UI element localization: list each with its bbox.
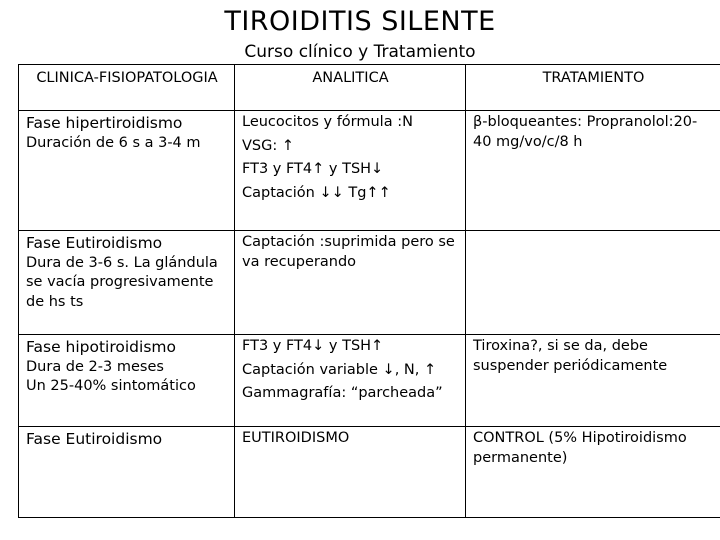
page-subtitle: Curso clínico y Tratamiento <box>244 42 476 62</box>
phase-detail: Dura de 3-6 s. La glándula se vacía progresivamente de hs ts <box>26 254 218 311</box>
table-row <box>19 335 720 427</box>
tratamiento-cell <box>466 231 720 335</box>
analitica-line: FT3 y FT4↑ y TSH↓ <box>242 161 384 178</box>
clinical-course-table <box>18 64 720 518</box>
analitica-cell <box>235 335 466 427</box>
header-clinica: CLINICA-FISIOPATOLOGIA <box>19 65 235 111</box>
header-tratamiento: TRATAMIENTO <box>466 65 720 111</box>
analitica-line: Captación :suprimida pero se va recuperando <box>242 234 455 270</box>
analitica-line: Captación ↓↓ Tg↑↑ <box>242 184 391 201</box>
phase-detail: Un 25-40% sintomático <box>26 378 196 395</box>
analitica-line: Gammagrafía: “parcheada” <box>242 385 443 402</box>
table-row <box>19 231 720 335</box>
tratamiento-cell: Tiroxina?, si se da, debe suspender periódicamente <box>466 335 720 427</box>
table-row <box>19 111 720 231</box>
analitica-line: Captación variable ↓, N, ↑ <box>242 361 437 378</box>
phase-label: Fase hipotiroidismo <box>26 338 176 356</box>
clinica-cell <box>19 427 235 518</box>
analitica-cell <box>235 111 466 231</box>
phase-label: Fase hipertiroidismo <box>26 114 183 132</box>
analitica-cell <box>235 427 466 518</box>
phase-label: Fase Eutiroidismo <box>26 430 163 448</box>
phase-label: Fase Eutiroidismo <box>26 234 163 252</box>
phase-detail: Dura de 2-3 meses <box>26 358 164 375</box>
analitica-line: EUTIROIDISMO <box>242 430 350 446</box>
table-row <box>19 427 720 518</box>
header-analitica: ANALITICA <box>235 65 466 111</box>
analitica-line: Leucocitos y fórmula :N <box>242 114 413 130</box>
tratamiento-cell: CONTROL (5% Hipotiroidismo permanente) <box>466 427 720 518</box>
analitica-line: FT3 y FT4↓ y TSH↑ <box>242 338 384 354</box>
analitica-cell <box>235 231 466 335</box>
tratamiento-cell: β-bloqueantes: Propranolol:20-40 mg/vo/c/8 h <box>466 111 720 231</box>
analitica-line: VSG: ↑ <box>242 137 295 154</box>
clinica-cell <box>19 335 235 427</box>
page-title: TIROIDITIS SILENTE <box>224 6 496 37</box>
phase-detail: Duración de 6 s a 3-4 m <box>26 134 201 151</box>
clinica-cell <box>19 111 235 231</box>
header-row <box>19 65 720 111</box>
clinica-cell <box>19 231 235 335</box>
